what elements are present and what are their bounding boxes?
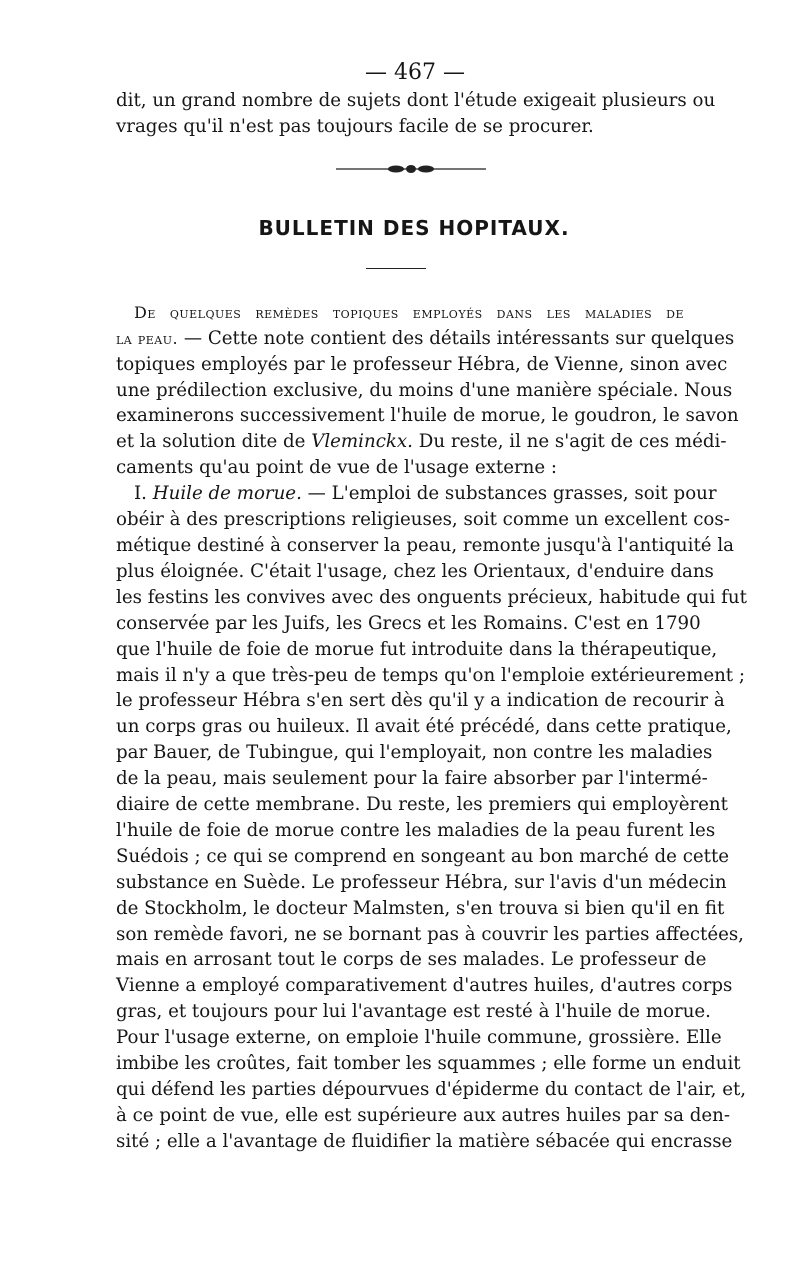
divider-rule [366,268,426,269]
section-huile-de-morue [116,481,747,1155]
text-line: à ce point de vue, elle est supérieure aux autres huiles par sa den- [116,1104,731,1126]
section-title: Huile de morue. [152,483,302,505]
text-line: conservée par les Juifs, les Grecs et les Romains. C'est en 1790 [116,612,701,634]
text-line: le professeur Hébra s'en sert dès qu'il y a indication de recourir à [116,690,725,712]
italic-name: Vleminckx. [311,431,413,453]
text-line: diaire de cette membrane. Du reste, les premiers qui employèrent [116,794,728,816]
text-line: topiques employés par le professeur Hébra, de Vienne, sinon avec [116,353,728,375]
text-line: dit, un grand nombre de sujets dont l'étude exigeait plusieurs ou [116,90,716,111]
text-line: son remède favori, ne se bornant pas à couvrir les parties affectées, [116,923,744,945]
article-title-end: la peau. [116,328,179,348]
text-line: qui défend les parties dépourvues d'épiderme du contact de l'air, et, [116,1079,747,1100]
text-line: Pour l'usage externe, on emploie l'huile commune, grossière. Elle [116,1027,722,1049]
text-line: Vienne a employé comparativement d'autres huiles, d'autres corps [116,975,733,997]
text-line [116,300,684,326]
text-line: examinerons successivement l'huile de morue, le goudron, le savon [116,405,739,427]
ornament-divider-icon [336,162,486,176]
text-line: mais il n'y a que très-peu de temps qu'on l'emploie extérieurement ; [116,664,746,686]
text-line: par Bauer, de Tubingue, qui l'employait, non contre les maladies [116,742,713,764]
text-line: une prédilection exclusive, du moins d'une manière spéciale. Nous [116,379,733,401]
text-line: obéir à des prescriptions religieuses, soit comme un excellent cos- [116,509,730,531]
article-intro [116,300,739,481]
text-line: la peau. — Cette note contient des détails intéressants sur quelques [116,327,735,349]
text-line: plus éloignée. C'était l'usage, chez les Orientaux, d'enduire dans [116,560,714,582]
page [116,58,747,1155]
text-line: un corps gras ou huileux. Il avait été précédé, dans cette pratique, [116,716,732,738]
text-line: l'huile de foie de morue contre les maladies de la peau furent les [116,819,716,841]
text-line: que l'huile de foie de morue fut introduite dans la thérapeutique, [116,638,718,660]
text-line: et la solution dite de Vleminckx. Du reste, il ne s'agit de ces médi- [116,431,727,453]
section-heading: BULLETIN DES HOPITAUX. [258,215,570,240]
text-line: les festins les convives avec des onguents précieux, habitude qui fut [116,586,747,608]
text-line: métique destiné à conserver la peau, remonte jusqu'à l'antiquité la [116,534,734,556]
section-number: I. [134,483,147,505]
text-line: sité ; elle a l'avantage de fluidifier la matière sébacée qui encrasse [116,1130,733,1152]
text-line: gras, et toujours pour lui l'avantage est resté à l'huile de morue. [116,1001,711,1023]
text-line: mais en arrosant tout le corps de ses malades. Le professeur de [116,949,707,971]
text-line: caments qu'au point de vue de l'usage externe : [116,457,558,479]
page-number: — 467 — [365,60,465,85]
article-title: De quelques remèdes topiques employés dans les maladies de [134,302,684,322]
text-line: vrages qu'il n'est pas toujours facile de se procurer. [116,115,594,137]
text-line: imbibe les croûtes, fait tomber les squammes ; elle forme un enduit [116,1053,741,1075]
text-line: de Stockholm, le docteur Malmsten, s'en trouva si bien qu'il en fit [116,897,725,919]
text-line: I. Huile de morue. — L'emploi de substances grasses, soit pour [134,483,717,505]
text-line: substance en Suède. Le professeur Hébra, sur l'avis d'un médecin [116,871,727,893]
text-line: de la peau, mais seulement pour la faire absorber par l'intermé- [116,768,708,790]
continuation-paragraph [116,88,716,140]
text-line: Suédois ; ce qui se comprend en songeant au bon marché de cette [116,845,730,867]
